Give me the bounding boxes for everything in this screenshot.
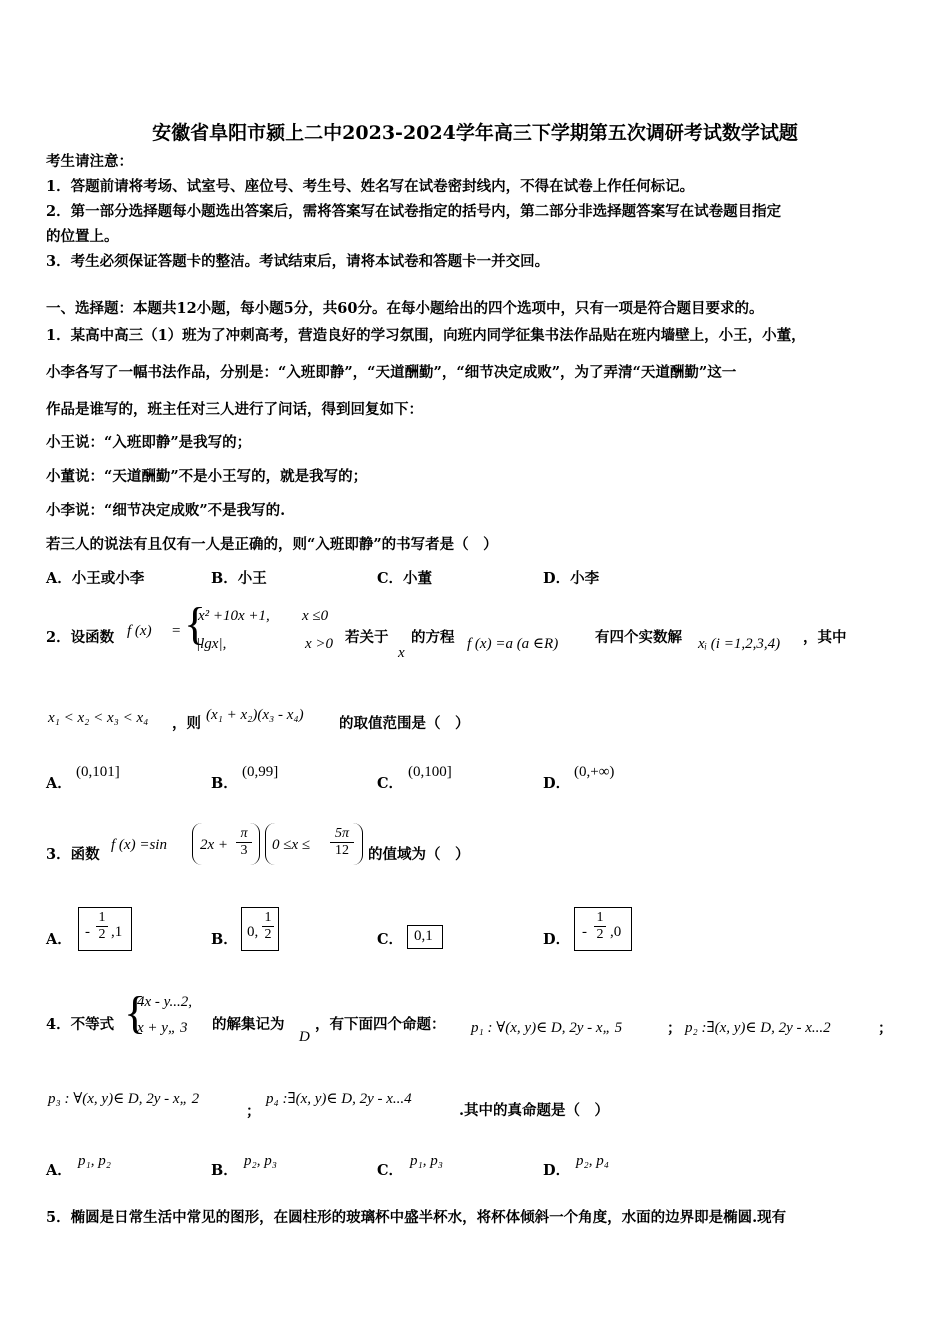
- q3-twelve: 12: [330, 842, 354, 859]
- q4-option-c: p₁, p₃: [410, 1153, 443, 1169]
- q3-option-c: 0,1: [414, 928, 433, 944]
- q2-case1-expr: x² +10x +1,: [198, 608, 270, 624]
- q3-option-d-frac: [594, 910, 606, 943]
- q1-line: 作品是谁写的，班主任对三人进行了问话，得到回复如下：: [46, 401, 423, 418]
- q2-case2-expr: |lgx|,: [196, 636, 227, 652]
- q1-line: 小李说：“细节决定成败”不是我写的.: [46, 502, 286, 519]
- q4-sep2: ；: [878, 1020, 893, 1037]
- q2-eq: =: [172, 623, 181, 639]
- notice-item: 2．第一部分选择题每小题选出答案后，需将答案写在试卷指定的括号内，第二部分非选择题答案写在试卷题目指定: [46, 203, 782, 220]
- q1-option-b: B．小王: [211, 570, 267, 587]
- q3-option-d-minus: -: [582, 924, 587, 940]
- q2-order: x₁ < x₂ < x₃ < x₄: [48, 710, 149, 726]
- q4-option-d-letter: D．: [543, 1162, 571, 1179]
- q4-p2: p₂ :∃(x, y)∈ D, 2y - x...2: [685, 1020, 831, 1036]
- q1-line: 小李各写了一幅书法作品，分别是：“入班即静”，“天道酬勤”，“细节决定成败”，为了弄清“天道酬勤”这一: [46, 364, 737, 381]
- q4-p3: p₃ : ∀(x, y)∈ D, 2y - x„ 2: [48, 1091, 200, 1107]
- q2-option-c: (0,100]: [408, 764, 452, 780]
- q2-text5: ，则: [172, 715, 201, 732]
- q3-suffix: 的值域为（ ）: [368, 846, 470, 863]
- q4-option-c-letter: C．: [377, 1162, 404, 1179]
- q2-func: f (x): [127, 623, 152, 639]
- q2-option-c-letter: C．: [377, 775, 404, 792]
- q2-roots: xᵢ (i =1,2,3,4): [698, 636, 781, 652]
- q3-three: 3: [236, 842, 252, 859]
- q1-line: 小王说：“入班即静”是我写的；: [46, 434, 252, 451]
- q4-option-a-letter: A．: [46, 1162, 72, 1179]
- q2-option-b-letter: B．: [211, 775, 238, 792]
- q3-option-a-letter: A．: [46, 931, 72, 948]
- q2-case1-cond: x ≤0: [302, 608, 329, 624]
- q3-optB-num: 1: [264, 910, 272, 925]
- notice-item: 1．答题前请将考场、试室号、座位号、考生号、姓名写在试卷密封线内，不得在试卷上作任何标记。: [46, 178, 695, 195]
- q4-option-b-letter: B．: [211, 1162, 238, 1179]
- q3-option-a-frac: [96, 910, 108, 943]
- q3-prefix: 3．函数: [46, 846, 100, 863]
- q3-optD-den: 2: [594, 926, 606, 943]
- q3-optA-den: 2: [96, 926, 108, 943]
- q2-option-b: (0,99]: [242, 764, 279, 780]
- q3-option-c-letter: C．: [377, 931, 404, 948]
- q4-sep3: ；: [246, 1103, 261, 1120]
- q1-line: 若三人的说法有且仅有一人是正确的，则“入班即静”的书写者是（ ）: [46, 536, 498, 553]
- q4-option-d: p₂, p₄: [576, 1153, 609, 1169]
- q3-option-b-start: 0,: [247, 924, 259, 940]
- q1-option-d: D．小李: [543, 570, 600, 587]
- q2-option-a-letter: A．: [46, 775, 72, 792]
- q4-text3: .其中的真命题是（ ）: [459, 1102, 610, 1119]
- q2-text2: 的方程: [411, 629, 455, 646]
- q2-text4: ，其中: [803, 629, 847, 646]
- q3-five-pi: 5π: [334, 826, 349, 841]
- q3-pi-over-3: [236, 826, 252, 859]
- q4-p4: p₄ :∃(x, y)∈ D, 2y - x...4: [266, 1091, 412, 1107]
- brace-icon: {: [124, 987, 147, 1038]
- q2-text3: 有四个实数解: [595, 629, 682, 646]
- q4-set: D: [299, 1029, 310, 1045]
- q1-line: 小董说：“天道酬勤”不是小王写的，就是我写的；: [46, 468, 368, 485]
- notice-heading: 考生请注意：: [46, 153, 133, 170]
- q4-p1: p₁ : ∀(x, y)∈ D, 2y - x„ 5: [471, 1020, 623, 1036]
- q2-option-d: (0,+∞): [574, 764, 615, 780]
- q4-prefix: 4．不等式: [46, 1016, 115, 1033]
- q2-text1: 若关于: [345, 629, 389, 646]
- q3-pi: π: [240, 826, 248, 841]
- page-title: 安徽省阜阳市颍上二中2023-2024学年高三下学期第五次调研考试数学试题: [152, 122, 798, 144]
- q3-func: f (x) =sin: [111, 837, 167, 853]
- q4-sys2: x + y„ 3: [137, 1020, 188, 1036]
- q3-optA-num: 1: [98, 910, 106, 925]
- q4-sys1: 4x - y...2,: [137, 994, 192, 1010]
- q2-expr: (x₁ + x₂)(x₃ - x₄): [206, 707, 304, 723]
- q1-option-a: A．小王或小李: [46, 570, 145, 587]
- section-heading: 一、选择题：本题共12小题，每小题5分，共60分。在每小题给出的四个选项中，只有一项是符合题目要求的。: [46, 300, 764, 317]
- q3-option-a-minus: -: [85, 924, 90, 940]
- q3-optD-num: 1: [596, 910, 604, 925]
- q2-var-x: x: [398, 645, 405, 661]
- q3-option-a-end: ,1: [111, 924, 123, 940]
- q2-option-d-letter: D．: [543, 775, 571, 792]
- q3-option-b-frac: [262, 910, 274, 943]
- q2-text6: 的取值范围是（ ）: [339, 715, 470, 732]
- q1-option-c: C．小董: [377, 570, 433, 587]
- q3-inner: 2x +: [200, 837, 229, 853]
- q4-text1: 的解集记为: [212, 1016, 285, 1033]
- q3-option-b-letter: B．: [211, 931, 238, 948]
- q3-domain: 0 ≤x ≤: [272, 837, 311, 853]
- q3-option-d-end: ,0: [610, 924, 622, 940]
- q1-line: 1．某高中高三（1）班为了冲刺高考，营造良好的学习氛围，向班内同学征集书法作品贴在班内墙壁上，小王，小董，: [46, 327, 806, 344]
- brace-icon: {: [184, 598, 207, 649]
- q2-option-a: (0,101]: [76, 764, 120, 780]
- q4-text2: ，有下面四个命题：: [315, 1016, 446, 1033]
- notice-item: 的位置上。: [46, 228, 119, 245]
- q5-line: 5．椭圆是日常生活中常见的图形，在圆柱形的玻璃杯中盛半杯水，将杯体倾斜一个角度，水面的边界即是椭圆.现有: [46, 1209, 787, 1226]
- q3-optB-den: 2: [262, 926, 274, 943]
- q3-option-d-letter: D．: [543, 931, 571, 948]
- q4-sep1: ；: [667, 1020, 682, 1037]
- q2-case2-cond: x >0: [305, 636, 334, 652]
- q2-prefix: 2．设函数: [46, 629, 115, 646]
- q4-option-a: p₁, p₂: [78, 1153, 111, 1169]
- notice-item: 3．考生必须保证答题卡的整洁。考试结束后，请将本试卷和答题卡一并交回。: [46, 253, 550, 270]
- q3-5pi-over-12: [330, 826, 354, 859]
- q2-equation: f (x) =a (a ∈R): [467, 636, 559, 652]
- q4-option-b: p₂, p₃: [244, 1153, 277, 1169]
